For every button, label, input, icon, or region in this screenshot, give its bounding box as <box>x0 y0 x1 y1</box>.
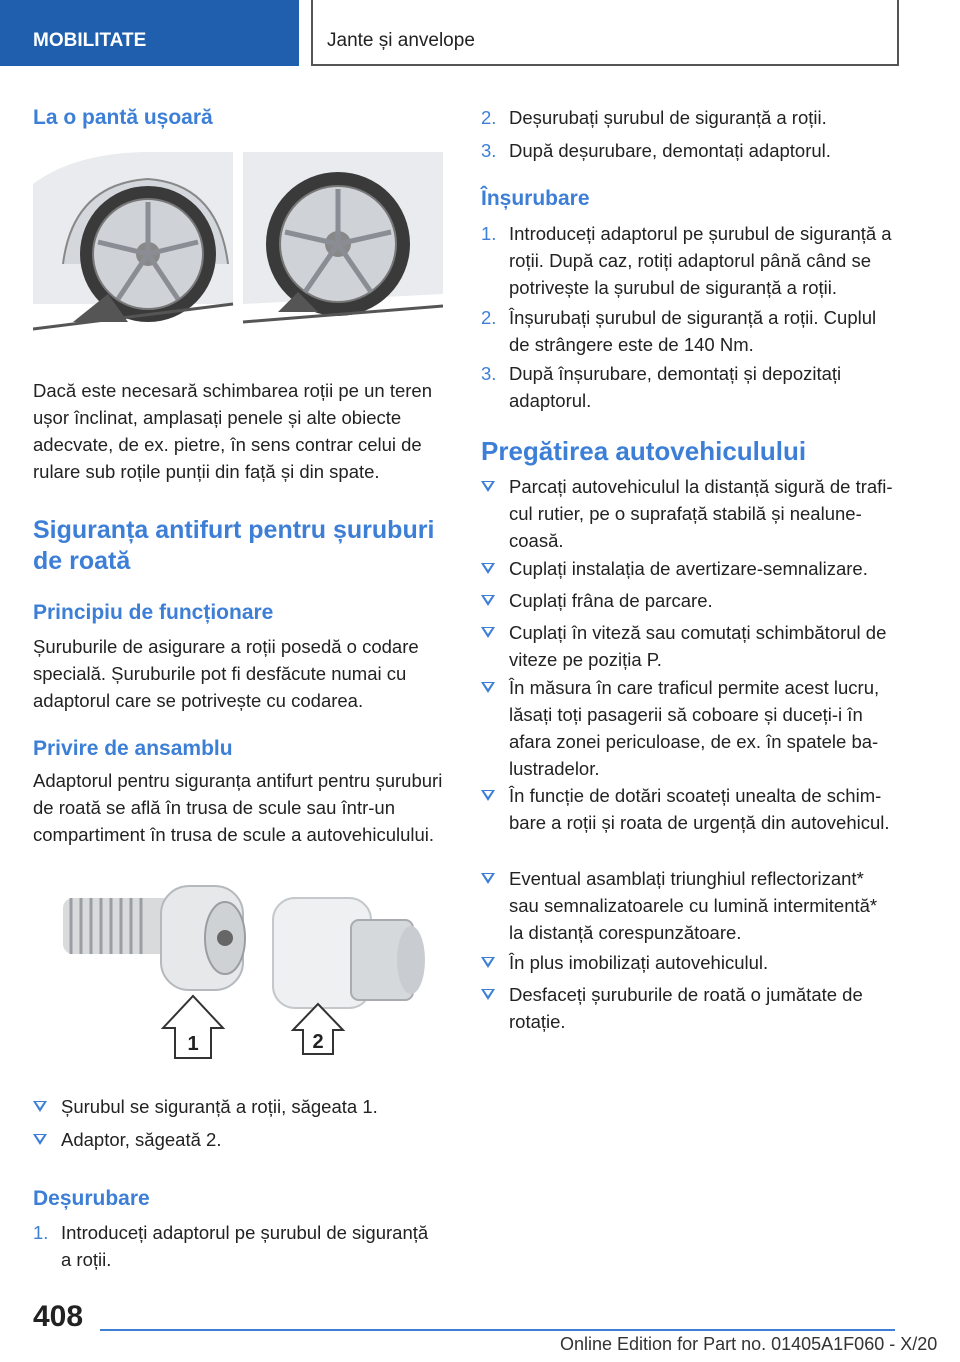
unscrew-step: 2. Deșurubați șurubul de siguranță a roții. <box>481 107 827 128</box>
screw-step: 2. Înșurubați șurubul de siguranță a roții. Cuplul de strângere este de 140 Nm. <box>481 307 877 355</box>
section-title: MOBILITATE <box>33 30 147 51</box>
triangle-bullet-icon <box>33 1134 47 1145</box>
lock-bolt-image <box>63 886 245 990</box>
triangle-bullet-icon <box>481 563 495 574</box>
arrow-1-icon <box>163 996 223 1058</box>
car-on-slope-figure <box>33 144 443 346</box>
heading-overview: Privire de ansamblu <box>33 737 233 760</box>
heading-slope: La o pantă ușoară <box>33 106 213 129</box>
prep-item: Desfaceți șuruburile de roată o jumătate de rotație. <box>481 981 895 1035</box>
wheel-lock-figure <box>33 868 443 1068</box>
prep-item: Cuplați frâna de parcare. <box>481 587 895 614</box>
triangle-bullet-icon <box>33 1101 47 1112</box>
triangle-bullet-icon <box>481 873 495 884</box>
prep-item: Cuplați în viteză sau comutați schimbătorul de viteze pe poziția P. <box>481 619 895 673</box>
slope-paragraph: Dacă este necesară schimbarea roții pe un teren ușor înclinat, amplasați penele și alte obiecte adecvate, de ex. pietre, în sens contrar celui de rulare sub roțile punții din față și din spate. <box>33 380 432 482</box>
edition-note: Online Edition for Part no. 01405A1F060 - X/20 <box>560 1334 938 1354</box>
prep-item: În măsura în care traficul permite acest lucru, lăsați toți pasagerii să coboare și duceți-i în afara zonei periculoase, de ex. în spatele balustradelor. <box>481 674 895 782</box>
screw-step: 3. După înșurubare, demontați și depozitați adaptorul. <box>481 363 842 411</box>
chapter-header <box>311 0 899 66</box>
heading-vehicle-prep: Pregătirea autovehiculului <box>481 436 807 466</box>
arrow-1-label: 1 <box>187 1033 199 1055</box>
prep-item: Parcați autovehiculul la distanță sigură de traficul rutier, pe o suprafață stabilă și nealunecoasă. <box>481 473 895 554</box>
section-tab <box>0 0 299 66</box>
principle-paragraph: Șuruburile de asigurare a roții posedă o codare specială. Șuruburile pot fi desfăcute numai cu adaptorul care se potrivește cu codarea. <box>33 636 419 711</box>
unscrew-step: 1. Introduceți adaptorul pe șurubul de siguranță a roții. <box>33 1222 429 1270</box>
prep-item: În funcție de dotări scoateți unealta de schimbare a roții și roata de urgență din autovehicul. <box>481 782 895 836</box>
triangle-bullet-icon <box>481 790 495 801</box>
page-number: 408 <box>33 1300 84 1333</box>
triangle-bullet-icon <box>481 989 495 1000</box>
heading-wheel-lock: Siguranța antifurt pentru șuruburi de roată <box>33 516 435 575</box>
adapter-image <box>273 898 425 1008</box>
arrow-2-icon <box>293 1004 343 1054</box>
legend-item: Adaptor, săgeată 2. <box>33 1126 443 1153</box>
triangle-bullet-icon <box>481 957 495 968</box>
heading-principle: Principiu de funcționare <box>33 601 274 624</box>
prep-item: Eventual asamblați triunghiul reflectorizant* sau semnalizatoarele cu lumină intermitentă* la distanță corespunzătoare. <box>481 865 895 946</box>
heading-unscrew: Deșurubare <box>33 1187 150 1210</box>
triangle-bullet-icon <box>481 595 495 606</box>
arrow-2-label: 2 <box>312 1031 324 1053</box>
legend-item: Șurubul se siguranță a roții, săgeata 1. <box>33 1093 443 1120</box>
heading-screw-in: Înșurubare <box>481 187 590 210</box>
triangle-bullet-icon <box>481 481 495 492</box>
rear-wheel-image <box>33 152 233 329</box>
prep-item: În plus imobilizați autovehiculul. <box>481 949 895 976</box>
unscrew-step: 3. După deșurubare, demontați adaptorul. <box>481 140 831 161</box>
screw-step: 1. Introduceți adaptorul pe șurubul de siguranță a roții. După caz, rotiți adaptorul până când se potrivește la șurubul de siguranță a roții. <box>481 223 892 298</box>
triangle-bullet-icon <box>481 627 495 638</box>
overview-paragraph: Adaptorul pentru siguranța antifurt pentru șuruburi de roată se află în trusa de scule sau într-un compartiment în trusa de scule a autovehiculului. <box>33 770 443 845</box>
triangle-bullet-icon <box>481 682 495 693</box>
chapter-title: Jante și anvelope <box>327 30 475 51</box>
prep-item: Cuplați instalația de avertizare-semnalizare. <box>481 555 895 582</box>
footer-divider <box>100 1329 895 1331</box>
